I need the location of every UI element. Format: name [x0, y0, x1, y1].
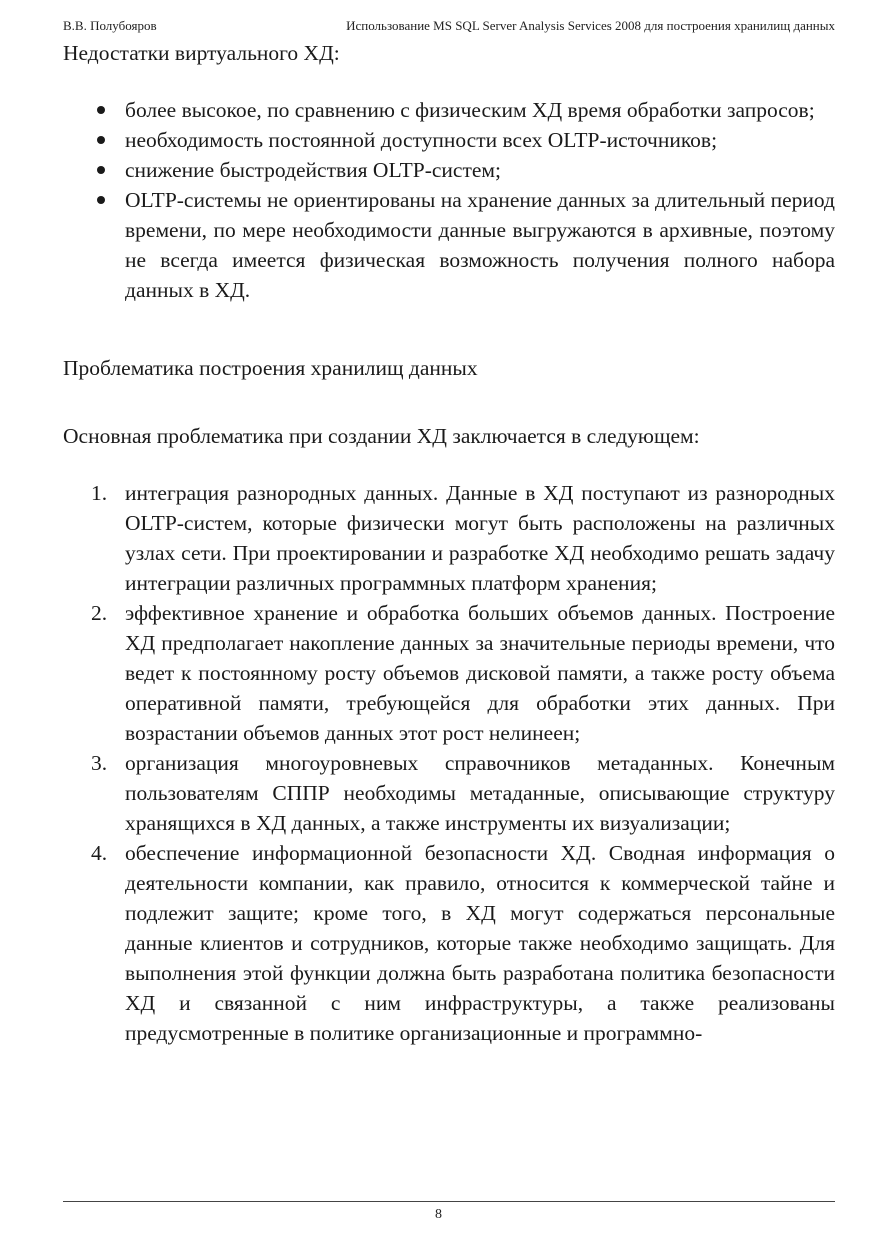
numbered-item — [63, 838, 835, 1048]
list-item — [63, 95, 835, 125]
header-author: В.В. Полубояров — [63, 18, 157, 33]
bullet-icon — [97, 196, 105, 204]
problems-list — [63, 478, 835, 1048]
numbered-item-text: обеспечение информационной безопасности ХД. Сводная информация о деятельности компании, как правило, относится к коммерческой тайне и подлежит защите; кроме того, в ХД могут содержаться персональные данные клиентов и сотрудников, которые также необходимо защищать. Для выполнения этой функции должна быть разработана политика безопасности ХД и связанной с ним инфраструктуры, а также реализованы предусмотренные в политике организационные и программно- — [125, 841, 835, 1045]
bullet-icon — [97, 166, 105, 174]
page-number: 8 — [435, 1207, 442, 1222]
item-number: 1. — [91, 481, 108, 505]
numbered-item-text: интеграция разнородных данных. Данные в ХД поступают из разнородных OLTP-систем, которые физически могут быть расположены на различных узлах сети. При проектировании и разработке ХД необходимо решать задачу интеграции различных программных платформ хранения; — [125, 481, 835, 595]
numbered-item — [63, 748, 835, 838]
list-item — [63, 185, 835, 305]
item-number: 2. — [91, 601, 108, 625]
list-item-text: необходимость постоянной доступности всех OLTP-источников; — [125, 128, 718, 152]
numbered-item — [63, 598, 835, 748]
footer-divider — [63, 1201, 835, 1202]
section-title: Проблематика построения хранилищ данных — [63, 356, 478, 380]
disadvantages-heading: Недостатки виртуального ХД: — [63, 41, 340, 65]
intro-paragraph: Основная проблематика при создании ХД заключается в следующем: — [63, 424, 700, 448]
numbered-item-text: организация многоуровневых справочников метаданных. Конечным пользователям СППР необходимы метаданные, описывающие структуру хранящихся в ХД данных, а также инструменты их визуализации; — [125, 751, 835, 835]
numbered-item-text: эффективное хранение и обработка больших объемов данных. Построение ХД предполагает накопление данных за значительные периоды времени, что ведет к постоянному росту объемов дисковой памяти, а также росту объема оперативной памяти, требующейся для обработки этих данных. При возрастании объемов данных этот рост нелинеен; — [125, 601, 835, 745]
page-content — [63, 38, 835, 1048]
numbered-item — [63, 478, 835, 598]
list-item — [63, 155, 835, 185]
list-item-text: более высокое, по сравнению с физическим ХД время обработки запросов; — [125, 98, 815, 122]
running-header — [63, 17, 835, 35]
bullet-icon — [97, 106, 105, 114]
list-item-text: OLTP-системы не ориентированы на хранение данных за длительный период времени, по мере необходимости данные выгружаются в архивные, поэтому не всегда имеется физическая возможность получения полного набора данных в ХД. — [125, 188, 835, 302]
list-item-text: снижение быстродействия OLTP-систем; — [125, 158, 501, 182]
disadvantages-list — [63, 95, 835, 305]
list-item — [63, 125, 835, 155]
header-book-title: Использование MS SQL Server Analysis Services 2008 для построения хранилищ данных — [346, 18, 835, 33]
bullet-icon — [97, 136, 105, 144]
item-number: 4. — [91, 841, 108, 865]
item-number: 3. — [91, 751, 108, 775]
